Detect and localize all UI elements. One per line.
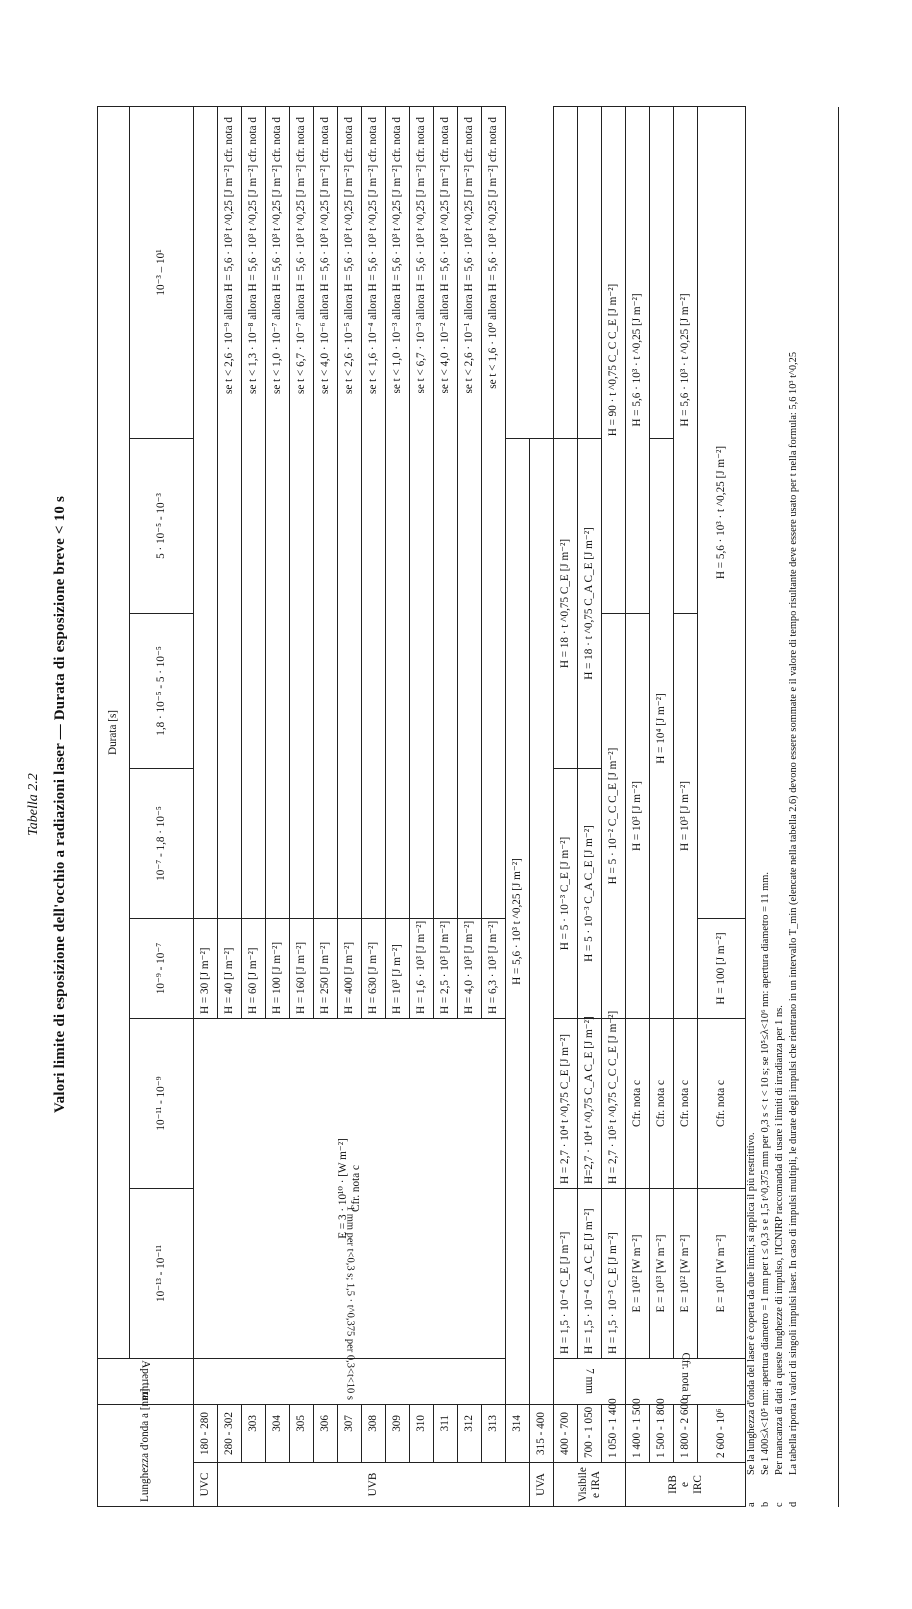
ir-r2-c4 <box>650 106 674 438</box>
header-duration-7: 10⁻³ – 10¹ <box>130 106 194 438</box>
footnote: aSe la lunghezza d'onda del laser è coperta da due limiti, si applica il più restrittivo. <box>746 1132 757 1507</box>
header-duration-3: 10⁻⁹ - 10⁻⁷ <box>130 919 194 1019</box>
uvb-h: H = 100 [J m⁻²] <box>266 919 290 1019</box>
uvb-h: H = 250 [J m⁻²] <box>314 919 338 1019</box>
aperture-uv: 1 mm per t<0,3 s; 1,5 · t^0,375 per 0,3<t<10 s <box>194 1359 506 1405</box>
wavelength-row: 304 <box>266 1405 290 1463</box>
uvc-empty <box>194 106 218 918</box>
ir-r4-c1: E = 10¹¹ [W m⁻²] <box>698 1189 746 1359</box>
group-visible-ira: Visibile e IRA <box>554 1463 626 1507</box>
uvb-h: H = 60 [J m⁻²] <box>242 919 266 1019</box>
ir-r1-c3: H = 10³ [J m⁻²] <box>626 614 650 1019</box>
wavelength-row: 309 <box>386 1405 410 1463</box>
uvb-condition: se t < 6,7 · 10⁻⁷ allora H = 5,6 · 10³ t ^0,25 [J m⁻²] cfr. nota d <box>290 106 314 918</box>
uvb-h: H = 630 [J m⁻²] <box>362 919 386 1019</box>
bottom-rule <box>838 107 839 1507</box>
header-wavelength: Lunghezza d'onda a [nm] <box>98 1405 194 1507</box>
uvb-condition: se t < 4,0 · 10⁻² allora H = 5,6 · 10³ t ^0,25 [J m⁻²] cfr. nota d <box>434 106 458 918</box>
ir-r2-c2: Cfr. nota c <box>650 1019 674 1189</box>
uvb-h: H = 6,3 · 10³ [J m⁻²] <box>482 919 506 1019</box>
vis-r1-c3: H = 5 · 10⁻³ C_E [J m⁻²] <box>554 769 578 1019</box>
footnotes <box>745 87 801 1507</box>
wavelength-row: 1 500 - 1 800 <box>650 1405 674 1463</box>
aperture-ir: Cfr. nota b <box>626 1359 746 1405</box>
ir-r1-c1: E = 10¹² [W m⁻²] <box>626 1189 650 1359</box>
footnote: dLa tabella riporta i valori di singoli impulsi laser. In caso di impulsi multipli, le durate degli impulsi che rientrano in un intervallo T_min (elencate nella tabella 2.6) devono essere sommate e il valore di tempo risultante deve essere usato per t nella formula: 5,6 10³ t^0,25 <box>788 351 799 1507</box>
uvb-condition: se t < 1,0 · 10⁻⁷ allora H = 5,6 · 10³ t ^0,25 [J m⁻²] cfr. nota d <box>266 106 290 918</box>
table-title: Valori limite di esposizione dell'occhio a radiazioni laser — Durata di esposizione breve < 10 s <box>52 495 68 1114</box>
ir-r2-c3: H = 10⁴ [J m⁻²] <box>650 439 674 1019</box>
vis-r2-c4: H = 18 · t ^0,75 C_A C_E [J m⁻²] <box>578 439 602 769</box>
footnote: bSe 1 400≤λ<10⁵ nm: apertura diametro = 1 mm per t ≤ 0,3 s e 1,5 t^0,375 mm per 0,3 s < t < 10 s; se 10⁵≤λ<10⁶ nm: apertura diametro = 11 mm. <box>760 872 771 1507</box>
uvb-h: H = 160 [J m⁻²] <box>290 919 314 1019</box>
vis-r1-c4: H = 18 · t ^0,75 C_E [J m⁻²] <box>554 439 578 769</box>
group-irb-irc: IRB e IRC <box>626 1463 746 1507</box>
wavelength-row: 315 - 400 <box>530 1405 554 1463</box>
header-duration-1: 10⁻¹³ - 10⁻¹¹ <box>130 1189 194 1359</box>
wavelength-row: 314 <box>506 1405 530 1463</box>
wavelength-row: 400 - 700 <box>554 1405 578 1463</box>
vis-r3-c4: H = 90 · t ^0,75 C_C C_E [J m⁻²] <box>602 106 626 613</box>
exposure-limits-table <box>97 106 746 1507</box>
vis-r1-c2: H = 2,7 · 10⁴ t ^0,75 C_E [J m⁻²] <box>554 1019 578 1189</box>
header-aperture: Apertura <box>98 1359 194 1405</box>
uvb-h: H = 40 [J m⁻²] <box>218 919 242 1019</box>
group-uva: UVA <box>530 1463 554 1507</box>
uva-h-upper <box>530 439 554 1405</box>
uvb-condition: se t < 2,6 · 10⁻⁵ allora H = 5,6 · 10³ t ^0,25 [J m⁻²] cfr. nota d <box>338 106 362 918</box>
wavelength-row: 1 050 - 1 400 <box>602 1405 626 1463</box>
wavelength-row: 310 <box>410 1405 434 1463</box>
uvb-h: H = 2,5 · 10³ [J m⁻²] <box>434 919 458 1019</box>
wavelength-row: 1 400 - 1 500 <box>626 1405 650 1463</box>
ir-r4-c4: H = 5,6 · 10³ · t ^0,25 [J m⁻²] <box>698 106 746 918</box>
uvb-h: H = 10³ [J m⁻²] <box>386 919 410 1019</box>
wavelength-row: 307 <box>338 1405 362 1463</box>
uvb-h: H = 4,0 · 10³ [J m⁻²] <box>458 919 482 1019</box>
ir-r2-c1: E = 10¹³ [W m⁻²] <box>650 1189 674 1359</box>
ir-r3-c3: H = 10³ [J m⁻²] <box>674 614 698 1019</box>
wavelength-row: 312 <box>458 1405 482 1463</box>
vis-r3-c3: H = 5 · 10⁻² C_C C_E [J m⁻²] <box>602 614 626 1019</box>
wavelength-row: 305 <box>290 1405 314 1463</box>
uvc-h: H = 30 [J m⁻²] <box>194 919 218 1019</box>
vis-r2-c5 <box>578 106 602 438</box>
wavelength-row: 1 800 - 2 600 <box>674 1405 698 1463</box>
header-duration-6: 5 · 10⁻⁵ - 10⁻³ <box>130 439 194 614</box>
uvb-condition: se t < 1,6 · 10⁰ allora H = 5,6 · 10³ t ^0,25 [J m⁻²] cfr. nota d <box>482 106 506 918</box>
header-duration-2: 10⁻¹¹ - 10⁻⁹ <box>130 1019 194 1189</box>
header-duration-4: 10⁻⁷ - 1,8 · 10⁻⁵ <box>130 769 194 919</box>
uvb-condition: se t < 2,6 · 10⁻¹ allora H = 5,6 · 10³ t ^0,25 [J m⁻²] cfr. nota d <box>458 106 482 918</box>
uvb-h: H = 400 [J m⁻²] <box>338 919 362 1019</box>
vis-r2-c1: H = 1,5 · 10⁻⁴ C_A C_E [J m⁻²] <box>578 1189 602 1359</box>
ir-r4-c3: H = 100 [J m⁻²] <box>698 919 746 1019</box>
uvb-condition: se t < 1,3 · 10⁻⁸ allora H = 5,6 · 10³ t ^0,25 [J m⁻²] cfr. nota d <box>242 106 266 918</box>
ir-r1-c4: H = 5,6 · 10³ · t ^0,25 [J m⁻²] <box>626 106 650 613</box>
header-duration: Durata [s] <box>98 106 130 1358</box>
vis-r2-c3: H = 5 · 10⁻³ C_A C_E [J m⁻²] <box>578 769 602 1019</box>
ir-r3-c4: H = 5,6 · 10³ · t ^0,25 [J m⁻²] <box>674 106 698 613</box>
vis-r3-c1: H = 1,5 · 10⁻³ C_E [J m⁻²] <box>602 1189 626 1359</box>
wavelength-row: 303 <box>242 1405 266 1463</box>
wavelength-row: 311 <box>434 1405 458 1463</box>
vis-r2-c2: H=2,7 · 10⁴ t ^0,75 C_A C_E [J m⁻²] <box>578 1019 602 1189</box>
uvb-condition: se t < 4,0 · 10⁻⁶ allora H = 5,6 · 10³ t ^0,25 [J m⁻²] cfr. nota d <box>314 106 338 918</box>
ir-r3-c2: Cfr. nota c <box>674 1019 698 1189</box>
footnote: cPer mancanza di dati a queste lunghezze di impulso, l'ICNIRP raccomanda di usare i limiti di irradianza per 1 ns. <box>774 1005 785 1507</box>
uvb-condition: se t < 2,6 · 10⁻⁹ allora H = 5,6 · 10³ t ^0,25 [J m⁻²] cfr. nota d <box>218 106 242 918</box>
group-uvc: UVC <box>194 1463 218 1507</box>
uvb-h: H = 1,6 · 10³ [J m⁻²] <box>410 919 434 1019</box>
header-duration-5: 1,8 · 10⁻⁵ - 5 · 10⁻⁵ <box>130 614 194 769</box>
wavelength-180-280: 180 - 280 <box>194 1405 218 1463</box>
uva-h: H = 5,6 · 10³ t ^0,25 [J m⁻²] <box>506 439 530 1405</box>
ir-r4-c2: Cfr. nota c <box>698 1019 746 1189</box>
wavelength-row: 700 - 1 050 <box>578 1405 602 1463</box>
wavelength-row: 306 <box>314 1405 338 1463</box>
ir-r3-c1: E = 10¹² [W m⁻²] <box>674 1189 698 1359</box>
uvb-condition: se t < 1,0 · 10⁻³ allora H = 5,6 · 10³ t ^0,25 [J m⁻²] cfr. nota d <box>386 106 410 918</box>
wavelength-row: 280 - 302 <box>218 1405 242 1463</box>
wavelength-row: 313 <box>482 1405 506 1463</box>
wavelength-row: 308 <box>362 1405 386 1463</box>
vis-r1-c1: H = 1,5 · 10⁻⁴ C_E [J m⁻²] <box>554 1189 578 1359</box>
table-number: Tabella 2.2 <box>26 773 41 836</box>
vis-r1-c5 <box>554 106 578 438</box>
vis-r3-c2: H = 2,7 · 10⁵ t ^0,75 C_C C_E [J m⁻²] <box>602 1019 626 1189</box>
wavelength-row: 2 600 - 10⁶ <box>698 1405 746 1463</box>
uvb-condition: se t < 6,7 · 10⁻³ allora H = 5,6 · 10³ t ^0,25 [J m⁻²] cfr. nota d <box>410 106 434 918</box>
uvb-condition: se t < 1,6 · 10⁻⁴ allora H = 5,6 · 10³ t ^0,25 [J m⁻²] cfr. nota d <box>362 106 386 918</box>
aperture-visible: 7 mm <box>554 1359 626 1405</box>
ir-r1-c2: Cfr. nota c <box>626 1019 650 1189</box>
group-uvb: UVB <box>218 1463 530 1507</box>
uv-common-limit: E = 3 · 10¹⁰ · [W m⁻²] Cfr. nota c <box>194 1019 506 1359</box>
